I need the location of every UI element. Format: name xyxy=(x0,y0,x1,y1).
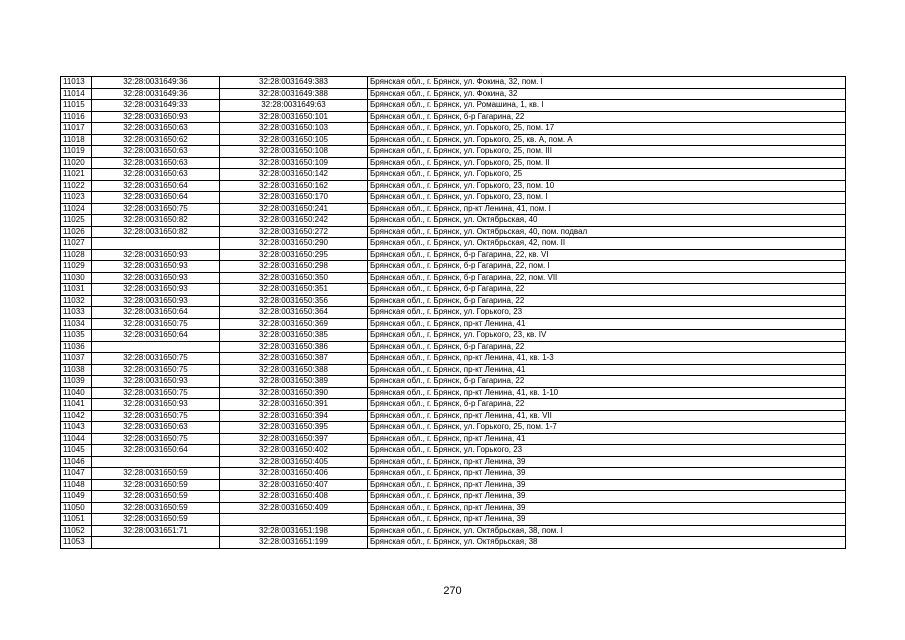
table-row xyxy=(61,295,846,307)
land-parcel-number-cell: 32:28:0031651:71 xyxy=(92,525,220,537)
address-cell: Брянская обл., г. Брянск, ул. Октябрьская, 40, пом. подвал xyxy=(368,226,846,238)
land-parcel-number-cell xyxy=(92,238,220,250)
land-parcel-number-cell: 32:28:0031650:63 xyxy=(92,169,220,181)
address-cell: Брянская обл., г. Брянск, ул. Октябрьская, 38 xyxy=(368,537,846,549)
object-number-cell: 32:28:0031650:409 xyxy=(220,502,368,514)
row-number-cell: 11022 xyxy=(61,180,92,192)
land-parcel-number-cell: 32:28:0031650:59 xyxy=(92,479,220,491)
address-cell: Брянская обл., г. Брянск, б-р Гагарина, 22, кв. VI xyxy=(368,249,846,261)
table-row xyxy=(61,203,846,215)
table-row xyxy=(61,537,846,549)
land-parcel-number-cell: 32:28:0031650:64 xyxy=(92,445,220,457)
row-number-cell: 11050 xyxy=(61,502,92,514)
table-row xyxy=(61,272,846,284)
land-parcel-number-cell: 32:28:0031650:75 xyxy=(92,203,220,215)
table-row xyxy=(61,169,846,181)
object-number-cell: 32:28:0031650:408 xyxy=(220,491,368,503)
land-parcel-number-cell: 32:28:0031650:75 xyxy=(92,364,220,376)
address-cell: Брянская обл., г. Брянск, пр-кт Ленина, 41, кв. 1-3 xyxy=(368,353,846,365)
object-number-cell: 32:28:0031651:198 xyxy=(220,525,368,537)
table-row xyxy=(61,514,846,526)
land-parcel-number-cell: 32:28:0031650:63 xyxy=(92,146,220,158)
land-parcel-number-cell xyxy=(92,456,220,468)
object-number-cell: 32:28:0031650:402 xyxy=(220,445,368,457)
object-number-cell: 32:28:0031650:103 xyxy=(220,123,368,135)
row-number-cell: 11053 xyxy=(61,537,92,549)
table-row xyxy=(61,146,846,158)
object-number-cell: 32:28:0031650:397 xyxy=(220,433,368,445)
address-cell: Брянская обл., г. Брянск, ул. Горького, 23, пом. I xyxy=(368,192,846,204)
land-parcel-number-cell: 32:28:0031650:64 xyxy=(92,180,220,192)
address-cell: Брянская обл., г. Брянск, б-р Гагарина, 22 xyxy=(368,341,846,353)
table-row xyxy=(61,353,846,365)
object-number-cell: 32:28:0031650:385 xyxy=(220,330,368,342)
row-number-cell: 11045 xyxy=(61,445,92,457)
row-number-cell: 11028 xyxy=(61,249,92,261)
land-parcel-number-cell: 32:28:0031650:82 xyxy=(92,226,220,238)
object-number-cell: 32:28:0031650:386 xyxy=(220,341,368,353)
object-number-cell: 32:28:0031650:405 xyxy=(220,456,368,468)
land-parcel-number-cell: 32:28:0031650:63 xyxy=(92,422,220,434)
object-number-cell: 32:28:0031649:388 xyxy=(220,88,368,100)
object-number-cell: 32:28:0031650:389 xyxy=(220,376,368,388)
land-parcel-number-cell: 32:28:0031650:93 xyxy=(92,295,220,307)
row-number-cell: 11032 xyxy=(61,295,92,307)
land-parcel-number-cell: 32:28:0031649:36 xyxy=(92,88,220,100)
land-parcel-number-cell: 32:28:0031650:64 xyxy=(92,307,220,319)
table-row xyxy=(61,364,846,376)
land-parcel-number-cell: 32:28:0031650:63 xyxy=(92,157,220,169)
table-row xyxy=(61,123,846,135)
address-cell: Брянская обл., г. Брянск, ул. Горького, 23, кв. IV xyxy=(368,330,846,342)
object-number-cell: 32:28:0031650:350 xyxy=(220,272,368,284)
row-number-cell: 11046 xyxy=(61,456,92,468)
address-cell: Брянская обл., г. Брянск, пр-кт Ленина, 39 xyxy=(368,479,846,491)
row-number-cell: 11024 xyxy=(61,203,92,215)
table-row xyxy=(61,284,846,296)
row-number-cell: 11021 xyxy=(61,169,92,181)
row-number-cell: 11031 xyxy=(61,284,92,296)
address-cell: Брянская обл., г. Брянск, пр-кт Ленина, 41 xyxy=(368,433,846,445)
row-number-cell: 11025 xyxy=(61,215,92,227)
address-cell: Брянская обл., г. Брянск, ул. Горького, 25, пом. II xyxy=(368,157,846,169)
page-number: 270 xyxy=(443,585,462,597)
row-number-cell: 11052 xyxy=(61,525,92,537)
row-number-cell: 11019 xyxy=(61,146,92,158)
table-row xyxy=(61,422,846,434)
address-cell: Брянская обл., г. Брянск, пр-кт Ленина, 41 xyxy=(368,318,846,330)
table-row xyxy=(61,88,846,100)
table-row xyxy=(61,433,846,445)
table-row xyxy=(61,479,846,491)
table-row xyxy=(61,192,846,204)
object-number-cell: 32:28:0031650:142 xyxy=(220,169,368,181)
land-parcel-number-cell: 32:28:0031649:36 xyxy=(92,77,220,89)
table-row xyxy=(61,215,846,227)
land-parcel-number-cell: 32:28:0031649:33 xyxy=(92,100,220,112)
table-row xyxy=(61,180,846,192)
table-row xyxy=(61,134,846,146)
table-row xyxy=(61,468,846,480)
object-number-cell: 32:28:0031650:395 xyxy=(220,422,368,434)
table-row xyxy=(61,445,846,457)
object-number-cell: 32:28:0031650:272 xyxy=(220,226,368,238)
object-number-cell: 32:28:0031650:394 xyxy=(220,410,368,422)
land-parcel-number-cell: 32:28:0031650:93 xyxy=(92,111,220,123)
address-cell: Брянская обл., г. Брянск, пр-кт Ленина, 41 xyxy=(368,364,846,376)
land-parcel-number-cell: 32:28:0031650:59 xyxy=(92,514,220,526)
land-parcel-number-cell: 32:28:0031650:75 xyxy=(92,433,220,445)
row-number-cell: 11044 xyxy=(61,433,92,445)
object-number-cell: 32:28:0031649:383 xyxy=(220,77,368,89)
object-number-cell: 32:28:0031650:105 xyxy=(220,134,368,146)
row-number-cell: 11037 xyxy=(61,353,92,365)
table-row xyxy=(61,226,846,238)
address-cell: Брянская обл., г. Брянск, пр-кт Ленина, 39 xyxy=(368,514,846,526)
land-parcel-number-cell: 32:28:0031650:59 xyxy=(92,468,220,480)
table-row xyxy=(61,100,846,112)
address-cell: Брянская обл., г. Брянск, ул. Ромашина, 1, кв. I xyxy=(368,100,846,112)
row-number-cell: 11033 xyxy=(61,307,92,319)
object-number-cell xyxy=(220,514,368,526)
address-cell: Брянская обл., г. Брянск, б-р Гагарина, 22 xyxy=(368,111,846,123)
row-number-cell: 11029 xyxy=(61,261,92,273)
table-row xyxy=(61,261,846,273)
cadastral-table-body xyxy=(61,77,846,549)
address-cell: Брянская обл., г. Брянск, пр-кт Ленина, 39 xyxy=(368,502,846,514)
row-number-cell: 11034 xyxy=(61,318,92,330)
table-row xyxy=(61,502,846,514)
row-number-cell: 11023 xyxy=(61,192,92,204)
row-number-cell: 11035 xyxy=(61,330,92,342)
table-row xyxy=(61,376,846,388)
row-number-cell: 11040 xyxy=(61,387,92,399)
land-parcel-number-cell: 32:28:0031650:75 xyxy=(92,410,220,422)
table-row xyxy=(61,238,846,250)
address-cell: Брянская обл., г. Брянск, б-р Гагарина, 22, пом. VII xyxy=(368,272,846,284)
address-cell: Брянская обл., г. Брянск, ул. Горького, 23, пом. 10 xyxy=(368,180,846,192)
row-number-cell: 11047 xyxy=(61,468,92,480)
land-parcel-number-cell: 32:28:0031650:82 xyxy=(92,215,220,227)
object-number-cell: 32:28:0031650:108 xyxy=(220,146,368,158)
address-cell: Брянская обл., г. Брянск, пр-кт Ленина, 41, кв. VII xyxy=(368,410,846,422)
object-number-cell: 32:28:0031650:406 xyxy=(220,468,368,480)
object-number-cell: 32:28:0031650:387 xyxy=(220,353,368,365)
land-parcel-number-cell: 32:28:0031650:93 xyxy=(92,261,220,273)
row-number-cell: 11020 xyxy=(61,157,92,169)
land-parcel-number-cell: 32:28:0031650:64 xyxy=(92,192,220,204)
table-row xyxy=(61,318,846,330)
address-cell: Брянская обл., г. Брянск, пр-кт Ленина, 39 xyxy=(368,491,846,503)
address-cell: Брянская обл., г. Брянск, б-р Гагарина, 22 xyxy=(368,376,846,388)
row-number-cell: 11049 xyxy=(61,491,92,503)
land-parcel-number-cell: 32:28:0031650:75 xyxy=(92,387,220,399)
table-row xyxy=(61,491,846,503)
table-row xyxy=(61,456,846,468)
row-number-cell: 11015 xyxy=(61,100,92,112)
land-parcel-number-cell: 32:28:0031650:63 xyxy=(92,123,220,135)
address-cell: Брянская обл., г. Брянск, ул. Октябрьская, 42, пом. II xyxy=(368,238,846,250)
address-cell: Брянская обл., г. Брянск, ул. Горького, 25, пом. III xyxy=(368,146,846,158)
row-number-cell: 11014 xyxy=(61,88,92,100)
object-number-cell: 32:28:0031650:369 xyxy=(220,318,368,330)
address-cell: Брянская обл., г. Брянск, б-р Гагарина, 22 xyxy=(368,399,846,411)
row-number-cell: 11013 xyxy=(61,77,92,89)
address-cell: Брянская обл., г. Брянск, ул. Горького, 25, кв. А, пом. А xyxy=(368,134,846,146)
table-row xyxy=(61,387,846,399)
object-number-cell: 32:28:0031650:388 xyxy=(220,364,368,376)
land-parcel-number-cell: 32:28:0031650:75 xyxy=(92,353,220,365)
object-number-cell: 32:28:0031650:298 xyxy=(220,261,368,273)
cadastral-table xyxy=(60,76,846,549)
land-parcel-number-cell: 32:28:0031650:75 xyxy=(92,318,220,330)
address-cell: Брянская обл., г. Брянск, ул. Горького, 25 xyxy=(368,169,846,181)
address-cell: Брянская обл., г. Брянск, ул. Горького, 23 xyxy=(368,307,846,319)
row-number-cell: 11017 xyxy=(61,123,92,135)
land-parcel-number-cell: 32:28:0031650:59 xyxy=(92,502,220,514)
row-number-cell: 11051 xyxy=(61,514,92,526)
object-number-cell: 32:28:0031650:162 xyxy=(220,180,368,192)
table-row xyxy=(61,249,846,261)
object-number-cell: 32:28:0031650:170 xyxy=(220,192,368,204)
land-parcel-number-cell: 32:28:0031650:93 xyxy=(92,399,220,411)
object-number-cell: 32:28:0031650:364 xyxy=(220,307,368,319)
address-cell: Брянская обл., г. Брянск, ул. Октябрьская, 40 xyxy=(368,215,846,227)
object-number-cell: 32:28:0031650:295 xyxy=(220,249,368,261)
row-number-cell: 11041 xyxy=(61,399,92,411)
address-cell: Брянская обл., г. Брянск, ул. Фокина, 32, пом. I xyxy=(368,77,846,89)
row-number-cell: 11039 xyxy=(61,376,92,388)
object-number-cell: 32:28:0031650:407 xyxy=(220,479,368,491)
land-parcel-number-cell: 32:28:0031650:93 xyxy=(92,284,220,296)
address-cell: Брянская обл., г. Брянск, пр-кт Ленина, 41, пом. I xyxy=(368,203,846,215)
address-cell: Брянская обл., г. Брянск, ул. Фокина, 32 xyxy=(368,88,846,100)
table-row xyxy=(61,341,846,353)
land-parcel-number-cell: 32:28:0031650:93 xyxy=(92,376,220,388)
land-parcel-number-cell: 32:28:0031650:93 xyxy=(92,249,220,261)
row-number-cell: 11016 xyxy=(61,111,92,123)
object-number-cell: 32:28:0031650:290 xyxy=(220,238,368,250)
object-number-cell: 32:28:0031650:351 xyxy=(220,284,368,296)
address-cell: Брянская обл., г. Брянск, ул. Горького, 25, пом. 17 xyxy=(368,123,846,135)
address-cell: Брянская обл., г. Брянск, б-р Гагарина, 22, пом. I xyxy=(368,261,846,273)
table-row xyxy=(61,157,846,169)
table-row xyxy=(61,330,846,342)
object-number-cell: 32:28:0031650:241 xyxy=(220,203,368,215)
land-parcel-number-cell: 32:28:0031650:59 xyxy=(92,491,220,503)
row-number-cell: 11048 xyxy=(61,479,92,491)
table-row xyxy=(61,410,846,422)
row-number-cell: 11030 xyxy=(61,272,92,284)
object-number-cell: 32:28:0031650:242 xyxy=(220,215,368,227)
object-number-cell: 32:28:0031650:390 xyxy=(220,387,368,399)
table-row xyxy=(61,77,846,89)
object-number-cell: 32:28:0031651:199 xyxy=(220,537,368,549)
address-cell: Брянская обл., г. Брянск, б-р Гагарина, 22 xyxy=(368,295,846,307)
land-parcel-number-cell xyxy=(92,537,220,549)
object-number-cell: 32:28:0031650:101 xyxy=(220,111,368,123)
address-cell: Брянская обл., г. Брянск, б-р Гагарина, 22 xyxy=(368,284,846,296)
land-parcel-number-cell xyxy=(92,341,220,353)
row-number-cell: 11043 xyxy=(61,422,92,434)
address-cell: Брянская обл., г. Брянск, ул. Горького, 25, пом. 1-7 xyxy=(368,422,846,434)
row-number-cell: 11027 xyxy=(61,238,92,250)
address-cell: Брянская обл., г. Брянск, пр-кт Ленина, 41, кв. 1-10 xyxy=(368,387,846,399)
address-cell: Брянская обл., г. Брянск, ул. Октябрьская, 38, пом. I xyxy=(368,525,846,537)
table-row xyxy=(61,525,846,537)
table-row xyxy=(61,399,846,411)
land-parcel-number-cell: 32:28:0031650:93 xyxy=(92,272,220,284)
land-parcel-number-cell: 32:28:0031650:62 xyxy=(92,134,220,146)
table-row xyxy=(61,307,846,319)
row-number-cell: 11018 xyxy=(61,134,92,146)
table-row xyxy=(61,111,846,123)
address-cell: Брянская обл., г. Брянск, ул. Горького, 23 xyxy=(368,445,846,457)
object-number-cell: 32:28:0031649:63 xyxy=(220,100,368,112)
object-number-cell: 32:28:0031650:109 xyxy=(220,157,368,169)
row-number-cell: 11026 xyxy=(61,226,92,238)
row-number-cell: 11036 xyxy=(61,341,92,353)
object-number-cell: 32:28:0031650:356 xyxy=(220,295,368,307)
address-cell: Брянская обл., г. Брянск, пр-кт Ленина, 39 xyxy=(368,468,846,480)
address-cell: Брянская обл., г. Брянск, пр-кт Ленина, 39 xyxy=(368,456,846,468)
land-parcel-number-cell: 32:28:0031650:64 xyxy=(92,330,220,342)
object-number-cell: 32:28:0031650:391 xyxy=(220,399,368,411)
row-number-cell: 11038 xyxy=(61,364,92,376)
row-number-cell: 11042 xyxy=(61,410,92,422)
